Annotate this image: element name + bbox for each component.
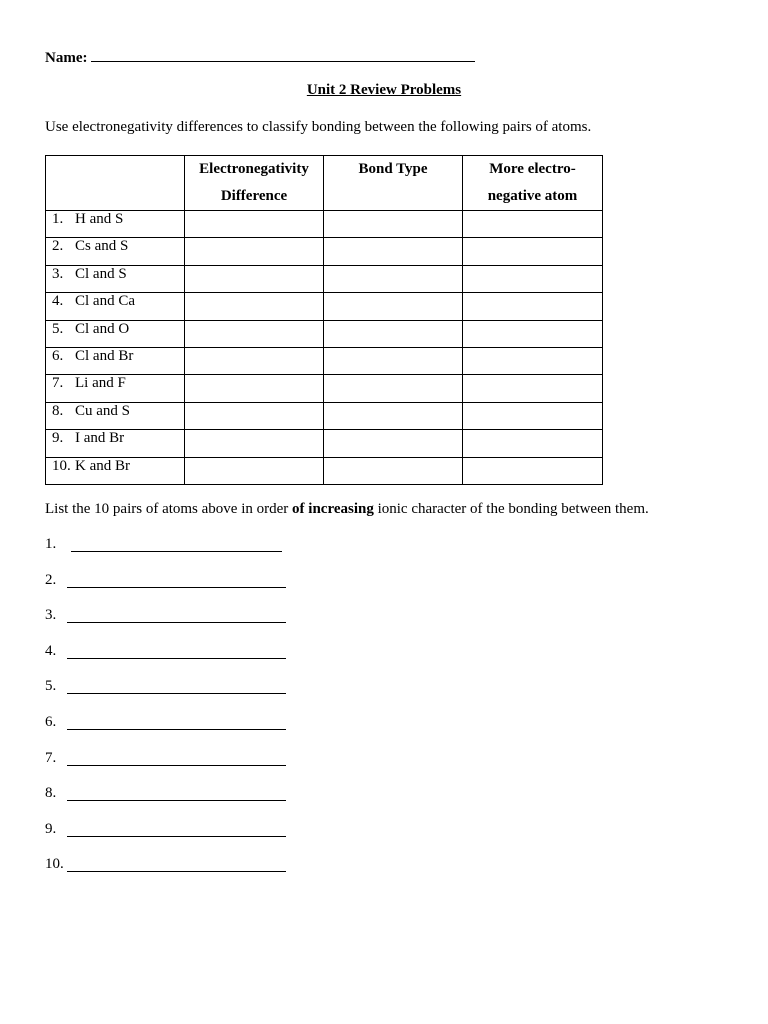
- header-en-difference: [185, 156, 324, 211]
- name-field: [45, 47, 475, 67]
- answer-blank-line[interactable]: [71, 551, 282, 552]
- atom-pair: K and Br: [75, 457, 130, 474]
- answer-blank-row: [45, 750, 67, 786]
- table-body: [46, 211, 603, 485]
- answer-blank-line[interactable]: [67, 587, 286, 588]
- row-number: 8.: [52, 402, 64, 419]
- answer-blank-row: [45, 714, 67, 750]
- answer-blank-line[interactable]: [67, 622, 286, 623]
- answer-number: 7.: [45, 749, 57, 766]
- atom-pair-cell: [46, 402, 185, 429]
- bond-type-cell[interactable]: [324, 375, 463, 402]
- atom-pair: Li and F: [75, 375, 126, 392]
- more-electronegative-cell[interactable]: [463, 265, 603, 292]
- row-number: 7.: [52, 375, 64, 392]
- atom-pair: Cu and S: [75, 402, 131, 419]
- atom-pair-cell: [46, 347, 185, 374]
- atom-pair: H and S: [75, 211, 124, 227]
- order-prompt-bold: of increasing: [292, 501, 374, 517]
- table-row: [46, 347, 603, 374]
- answer-blank-row: [45, 536, 67, 572]
- table-row: [46, 238, 603, 265]
- answer-blank-line[interactable]: [67, 729, 286, 730]
- bonding-table: [45, 155, 603, 485]
- en-difference-cell[interactable]: [185, 265, 324, 292]
- name-blank-line[interactable]: [91, 47, 475, 62]
- answer-number: 6.: [45, 713, 57, 730]
- atom-pair: Cs and S: [75, 238, 129, 255]
- en-difference-cell[interactable]: [185, 320, 324, 347]
- en-difference-cell[interactable]: [185, 238, 324, 265]
- more-electronegative-cell[interactable]: [463, 211, 603, 238]
- answer-blank-line[interactable]: [67, 693, 286, 694]
- instructions-text: Use electronegativity differences to classify bonding between the following pairs of atoms.: [45, 119, 592, 135]
- en-difference-cell[interactable]: [185, 457, 324, 484]
- table-header-row: [46, 156, 603, 211]
- header-more-electronegative: [463, 156, 603, 211]
- bond-type-cell[interactable]: [324, 320, 463, 347]
- answer-blank-line[interactable]: [67, 765, 286, 766]
- en-difference-cell[interactable]: [185, 402, 324, 429]
- en-difference-cell[interactable]: [185, 293, 324, 320]
- more-electronegative-cell[interactable]: [463, 320, 603, 347]
- answer-blank-row: [45, 607, 67, 643]
- table-row: [46, 402, 603, 429]
- answer-number: 8.: [45, 785, 57, 802]
- answer-blank-row: [45, 572, 67, 608]
- atom-pair-cell: [46, 320, 185, 347]
- answer-blank-row: [45, 643, 67, 679]
- header-pair: [46, 156, 185, 211]
- atom-pair: I and Br: [75, 430, 125, 447]
- table-row: [46, 430, 603, 457]
- more-electronegative-cell[interactable]: [463, 402, 603, 429]
- answer-number: 9.: [45, 820, 57, 837]
- answer-number: 4.: [45, 642, 57, 659]
- row-number: 2.: [52, 238, 64, 255]
- row-number: 3.: [52, 265, 64, 282]
- row-number: 4.: [52, 293, 64, 310]
- en-difference-cell[interactable]: [185, 347, 324, 374]
- table-row: [46, 375, 603, 402]
- atom-pair-cell: [46, 238, 185, 265]
- answer-blank-line[interactable]: [67, 871, 286, 872]
- table-row: [46, 265, 603, 292]
- row-number: 10.: [52, 457, 71, 474]
- row-number: 1.: [52, 211, 64, 227]
- row-number: 5.: [52, 320, 64, 337]
- table-row: [46, 211, 603, 238]
- answer-blank-row: [45, 856, 67, 892]
- more-electronegative-cell[interactable]: [463, 238, 603, 265]
- atom-pair-cell: [46, 457, 185, 484]
- bond-type-cell[interactable]: [324, 402, 463, 429]
- more-electronegative-cell[interactable]: [463, 347, 603, 374]
- atom-pair: Cl and O: [75, 320, 130, 337]
- en-difference-cell[interactable]: [185, 211, 324, 238]
- answer-blank-line[interactable]: [67, 658, 286, 659]
- header-en-difference-line2: Difference: [220, 188, 288, 204]
- order-prompt: [45, 501, 649, 518]
- atom-pair-cell: [46, 211, 185, 238]
- bond-type-cell[interactable]: [324, 293, 463, 320]
- answer-blank-line[interactable]: [67, 800, 286, 801]
- atom-pair: Cl and Ca: [75, 293, 135, 310]
- name-label: Name:: [45, 50, 88, 66]
- answer-blank-row: [45, 821, 67, 857]
- answer-number: 3.: [45, 607, 57, 624]
- answer-blank-row: [45, 678, 67, 714]
- answer-blank-row: [45, 785, 67, 821]
- header-more-electronegative-line1: More electro-: [489, 161, 576, 177]
- atom-pair: Cl and S: [75, 265, 127, 282]
- atom-pair-cell: [46, 375, 185, 402]
- bond-type-cell[interactable]: [324, 457, 463, 484]
- answer-number: 2.: [45, 571, 57, 588]
- page-title: Unit 2 Review Problems: [306, 82, 462, 98]
- answer-blanks: [45, 536, 67, 892]
- row-number: 9.: [52, 430, 64, 447]
- more-electronegative-cell[interactable]: [463, 375, 603, 402]
- en-difference-cell[interactable]: [185, 375, 324, 402]
- header-en-difference-line1: Electronegativity: [199, 161, 309, 177]
- bond-type-cell[interactable]: [324, 238, 463, 265]
- table-row: [46, 320, 603, 347]
- answer-blank-line[interactable]: [67, 836, 286, 837]
- atom-pair: Cl and Br: [75, 347, 134, 364]
- header-bond-type-line1: Bond Type: [358, 161, 428, 177]
- table-row: [46, 457, 603, 484]
- table-row: [46, 293, 603, 320]
- more-electronegative-cell[interactable]: [463, 293, 603, 320]
- order-prompt-before: List the 10 pairs of atoms above in order: [45, 501, 293, 517]
- header-bond-type: [324, 156, 463, 211]
- en-difference-cell[interactable]: [185, 430, 324, 457]
- bond-type-cell[interactable]: [324, 211, 463, 238]
- bond-type-cell[interactable]: [324, 347, 463, 374]
- atom-pair-cell: [46, 265, 185, 292]
- bond-type-cell[interactable]: [324, 430, 463, 457]
- bond-type-cell[interactable]: [324, 265, 463, 292]
- more-electronegative-cell[interactable]: [463, 457, 603, 484]
- row-number: 6.: [52, 347, 64, 364]
- order-prompt-after: ionic character of the bonding between them.: [373, 501, 649, 517]
- answer-number: 1.: [45, 536, 57, 552]
- atom-pair-cell: [46, 293, 185, 320]
- atom-pair-cell: [46, 430, 185, 457]
- header-more-electronegative-line2: negative atom: [487, 188, 578, 204]
- answer-number: 10.: [45, 856, 64, 873]
- answer-number: 5.: [45, 678, 57, 695]
- more-electronegative-cell[interactable]: [463, 430, 603, 457]
